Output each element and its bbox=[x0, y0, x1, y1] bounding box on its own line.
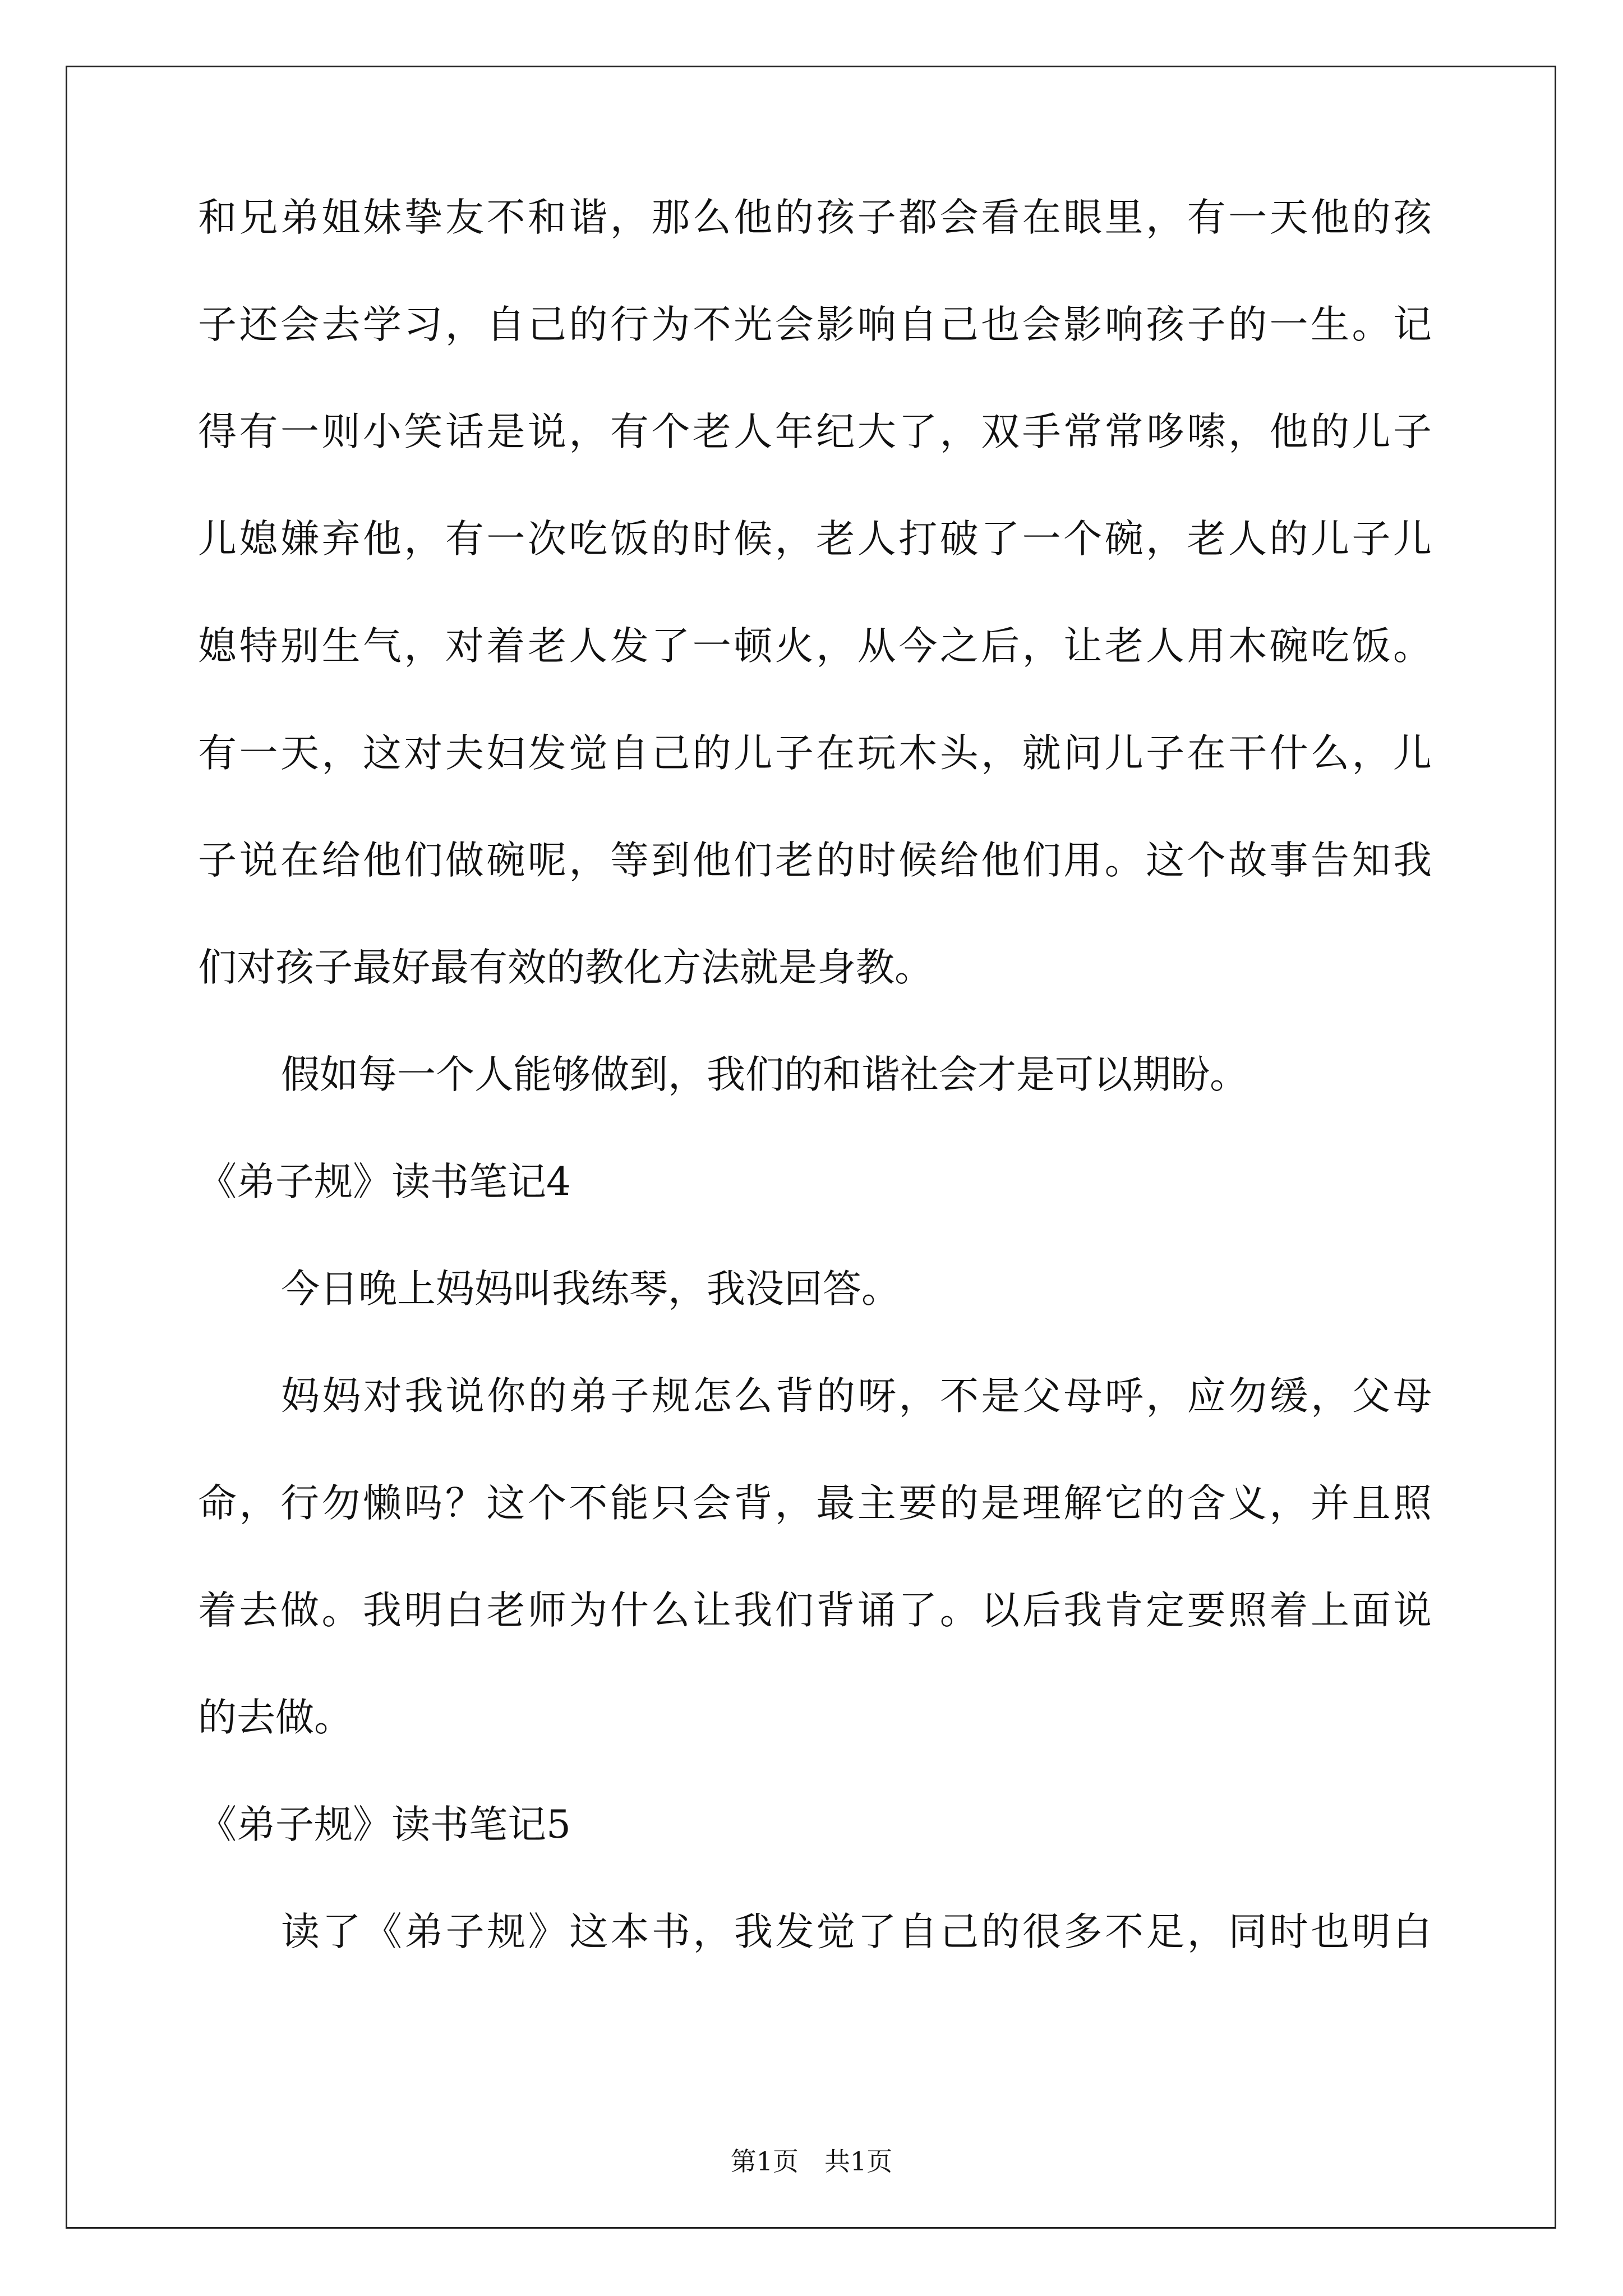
paragraph-line: 子还会去学习，自己的行为不光会影响自己也会影响孩子的一生。记 bbox=[198, 302, 1432, 347]
section-heading: 《弟子规》读书笔记4 bbox=[198, 1159, 571, 1204]
page-footer bbox=[0, 2147, 1623, 2175]
paragraph-line: 的去做。 bbox=[198, 1695, 353, 1740]
paragraph-line: 儿媳嫌弃他，有一次吃饭的时候，老人打破了一个碗，老人的儿子儿 bbox=[198, 517, 1432, 562]
paragraph-line: 得有一则小笑话是说，有个老人年纪大了，双手常常哆嗦，他的儿子 bbox=[198, 409, 1432, 454]
paragraph-line: 假如每一个人能够做到，我们的和谐社会才是可以期盼。 bbox=[281, 1052, 1248, 1097]
page-total: 共1页 bbox=[824, 2146, 893, 2177]
paragraph-line: 命，行勿懒吗？这个不能只会背，最主要的是理解它的含义，并且照 bbox=[198, 1481, 1432, 1526]
paragraph-line: 着去做。我明白老师为什么让我们背诵了。以后我肯定要照着上面说 bbox=[198, 1588, 1432, 1633]
paragraph-line: 子说在给他们做碗呢，等到他们老的时候给他们用。这个故事告知我 bbox=[198, 838, 1432, 883]
paragraph-line: 媳特别生气，对着老人发了一顿火，从今之后，让老人用木碗吃饭。 bbox=[198, 624, 1432, 669]
paragraph-line: 们对孩子最好最有效的教化方法就是身教。 bbox=[198, 945, 933, 990]
paragraph-line: 和兄弟姐妹挚友不和谐，那么他的孩子都会看在眼里，有一天他的孩 bbox=[198, 195, 1432, 240]
paragraph-line: 今日晚上妈妈叫我练琴，我没回答。 bbox=[281, 1267, 900, 1312]
document-body bbox=[198, 196, 1432, 2018]
section-heading: 《弟子规》读书笔记5 bbox=[198, 1802, 571, 1847]
paragraph-line: 妈妈对我说你的弟子规怎么背的呀，不是父母呼，应勿缓，父母 bbox=[281, 1374, 1432, 1419]
paragraph-line: 读了《弟子规》这本书，我发觉了自己的很多不足，同时也明白 bbox=[281, 1910, 1432, 1954]
paragraph-line: 有一天，这对夫妇发觉自己的儿子在玩木头，就问儿子在干什么，儿 bbox=[198, 731, 1432, 776]
page-number: 第1页 bbox=[730, 2146, 799, 2177]
